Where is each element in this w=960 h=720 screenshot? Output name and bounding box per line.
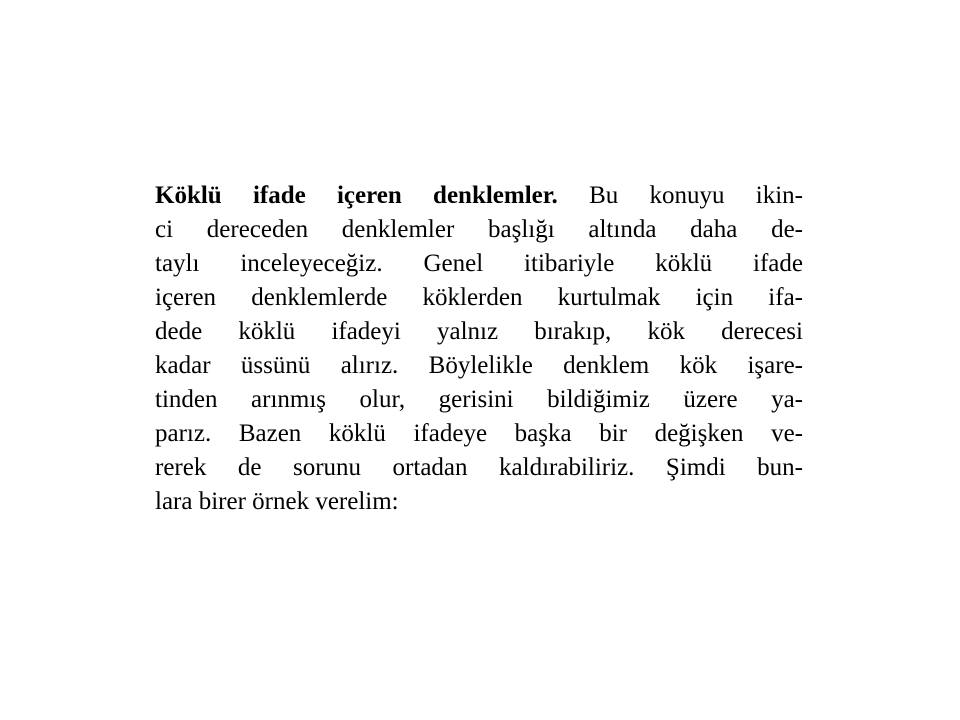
paragraph-line: tinden arınmış olur, gerisini bildiğimiz üzere ya- <box>155 386 803 413</box>
paragraph-line: lara birer örnek verelim: <box>155 488 399 515</box>
section-title: Köklü ifade içeren denklemler. <box>155 182 558 209</box>
paragraph-line <box>155 179 803 213</box>
paragraph-line: taylı inceleyeceğiz. Genel itibariyle köklü ifade <box>155 250 803 277</box>
body-paragraph <box>155 179 803 519</box>
paragraph-line: içeren denklemlerde köklerden kurtulmak için ifa- <box>155 284 803 311</box>
paragraph-line: ci dereceden denklemler başlığı altında daha de- <box>155 216 803 243</box>
paragraph-line: kadar üssünü alırız. Böylelikle denklem kök işare- <box>155 352 803 379</box>
paragraph-line: parız. Bazen köklü ifadeye başka bir değişken ve- <box>155 420 803 447</box>
paragraph-line: dede köklü ifadeyi yalnız bırakıp, kök derecesi <box>155 318 803 345</box>
paragraph-line: rerek de sorunu ortadan kaldırabiliriz. Şimdi bun- <box>155 454 803 481</box>
paragraph-text: Bu konuyu ikin- <box>557 182 803 209</box>
